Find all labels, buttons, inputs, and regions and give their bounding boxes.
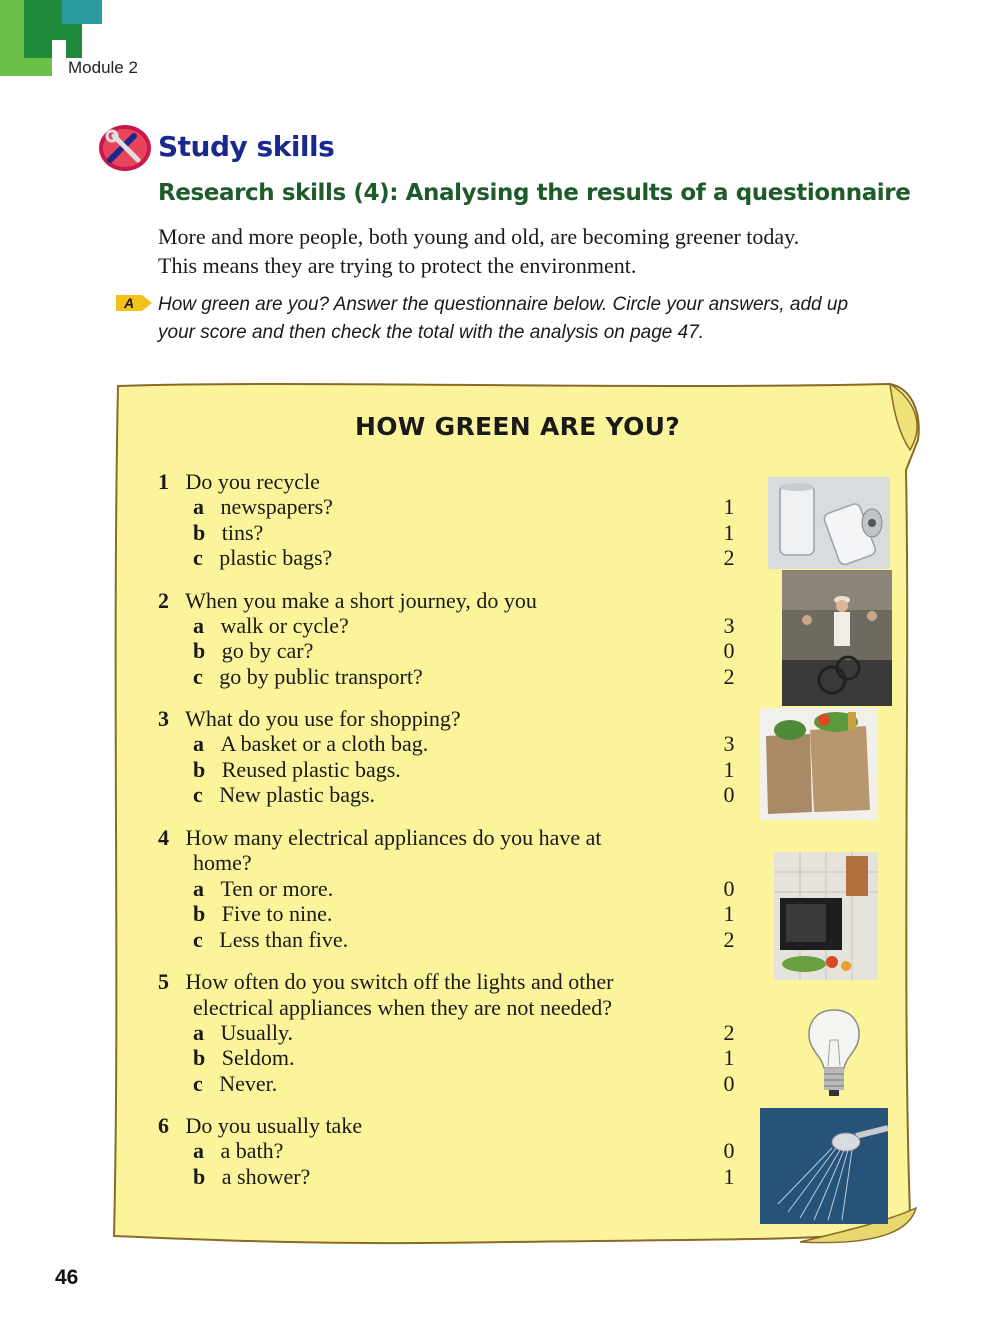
question-2 (158, 588, 537, 614)
option-text: A basket or a cloth bag. (220, 731, 429, 756)
option-3a[interactable] (193, 731, 428, 757)
option-score: 0 (723, 876, 735, 901)
option-4a[interactable] (193, 876, 333, 902)
option-score: 2 (723, 545, 735, 570)
option-letter: a (193, 876, 204, 901)
option-2b[interactable] (193, 638, 313, 664)
kitchen-appliances-image (774, 852, 878, 980)
question-5 (158, 969, 613, 995)
option-text: Ten or more. (220, 876, 334, 901)
light-bulb-image (800, 1006, 868, 1100)
task-line: your score and then check the total with the analysis on page 47. (158, 322, 705, 343)
task-line: How green are you? Answer the questionnaire below. Circle your answers, add up (158, 294, 849, 315)
option-4b[interactable] (193, 901, 332, 927)
option-text: a shower? (221, 1164, 311, 1189)
option-letter: c (193, 927, 203, 952)
option-score: 2 (723, 1020, 735, 1045)
intro-line: More and more people, both young and old, are becoming greener today. (158, 224, 800, 249)
option-5a[interactable] (193, 1020, 293, 1046)
option-2a[interactable] (193, 613, 349, 639)
question-1 (158, 469, 320, 495)
option-letter: b (193, 1045, 206, 1070)
option-letter: c (193, 664, 203, 689)
option-score: 1 (723, 520, 735, 545)
option-score: 1 (723, 901, 735, 926)
option-letter: a (193, 1138, 204, 1163)
option-text: Usually. (220, 1020, 294, 1045)
question-3 (158, 706, 461, 732)
option-score: 1 (723, 494, 735, 519)
option-text: Five to nine. (221, 901, 333, 926)
option-letter: c (193, 545, 203, 570)
question-number: 4 (158, 825, 169, 850)
option-score: 2 (723, 927, 735, 952)
option-3c[interactable] (193, 782, 375, 808)
intro-line: This means they are trying to protect the environment. (158, 253, 637, 278)
option-letter: b (193, 638, 206, 663)
option-text: plastic bags? (219, 545, 333, 570)
option-text: New plastic bags. (219, 782, 376, 807)
option-letter: b (193, 1164, 206, 1189)
page-number: 46 (55, 1266, 79, 1289)
option-6a[interactable] (193, 1138, 283, 1164)
option-3b[interactable] (193, 757, 401, 783)
option-score: 3 (723, 613, 735, 638)
option-1b[interactable] (193, 520, 263, 546)
option-letter: a (193, 494, 204, 519)
option-text: Seldom. (221, 1045, 295, 1070)
intro-text (158, 222, 948, 280)
option-letter: a (193, 731, 204, 756)
option-score: 1 (723, 1164, 735, 1189)
option-letter: c (193, 782, 203, 807)
option-4c[interactable] (193, 927, 348, 953)
option-letter: b (193, 520, 206, 545)
study-skills-title: Study skills (158, 130, 335, 163)
question-number: 6 (158, 1113, 169, 1138)
option-5b[interactable] (193, 1045, 294, 1071)
option-letter: a (193, 613, 204, 638)
question-4-line-2: home? (193, 850, 252, 875)
option-score: 1 (723, 757, 735, 782)
option-score: 0 (723, 1138, 735, 1163)
study-skills-icon (98, 124, 152, 172)
option-score: 2 (723, 664, 735, 689)
shopping-bags-image (760, 708, 878, 820)
option-text: tins? (221, 520, 264, 545)
option-text: go by car? (221, 638, 314, 663)
question-text: How many electrical appliances do you have at (185, 825, 602, 850)
option-text: Never. (219, 1071, 278, 1096)
cyclists-image (782, 570, 892, 706)
question-6 (158, 1113, 362, 1139)
task-badge-letter: A (123, 295, 135, 311)
module-label: Module 2 (68, 58, 138, 77)
option-score: 1 (723, 1045, 735, 1070)
option-5c[interactable] (193, 1071, 277, 1097)
research-skills-subtitle: Research skills (4): Analysing the results of a questionnaire (158, 180, 911, 206)
option-text: newspapers? (220, 494, 333, 519)
question-text: Do you usually take (185, 1113, 363, 1138)
option-letter: b (193, 901, 206, 926)
question-text: What do you use for shopping? (185, 706, 461, 731)
question-text: How often do you switch off the lights and other (185, 969, 614, 994)
question-number: 1 (158, 469, 169, 494)
tin-cans-image (768, 477, 890, 569)
option-text: a bath? (220, 1138, 284, 1163)
shower-head-image (760, 1108, 888, 1224)
option-score: 0 (723, 638, 735, 663)
option-letter: c (193, 1071, 203, 1096)
question-number: 5 (158, 969, 169, 994)
question-number: 2 (158, 588, 169, 613)
option-text: go by public transport? (219, 664, 423, 689)
question-number: 3 (158, 706, 169, 731)
questionnaire-title-text: HOW GREEN ARE YOU? (354, 412, 681, 441)
task-badge (116, 293, 152, 313)
option-score: 0 (723, 1071, 735, 1096)
question-4 (158, 825, 602, 851)
option-text: Less than five. (219, 927, 349, 952)
option-6b[interactable] (193, 1164, 310, 1190)
task-instructions (158, 291, 948, 347)
question-text: Do you recycle (185, 469, 320, 494)
option-score: 0 (723, 782, 735, 807)
question-text: When you make a short journey, do you (185, 588, 537, 613)
option-2c[interactable] (193, 664, 423, 690)
option-text: walk or cycle? (220, 613, 349, 638)
option-letter: b (193, 757, 206, 782)
question-5-line-2: electrical appliances when they are not needed? (193, 995, 612, 1020)
option-1a[interactable] (193, 494, 333, 520)
option-1c[interactable] (193, 545, 332, 571)
option-score: 3 (723, 731, 735, 756)
option-text: Reused plastic bags. (221, 757, 401, 782)
option-letter: a (193, 1020, 204, 1045)
questionnaire-title (110, 412, 925, 441)
